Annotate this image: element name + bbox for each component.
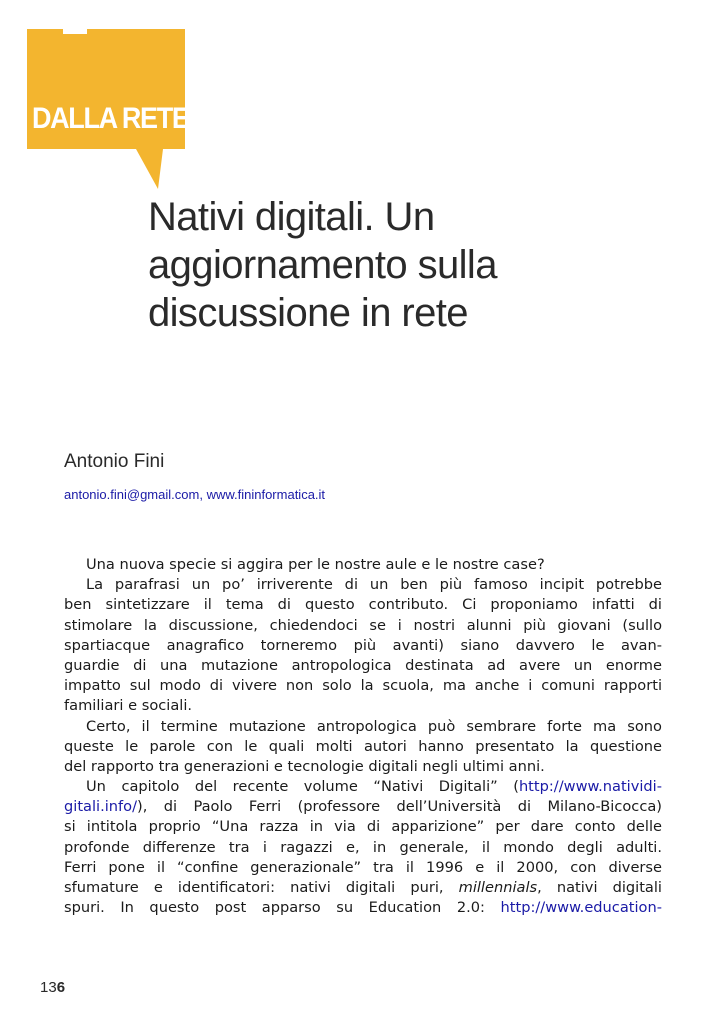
body-line <box>64 898 662 918</box>
article-title <box>148 193 668 337</box>
body-line: guardie di una mutazione antropologica destinata ad avere un enorme <box>64 656 662 674</box>
section-badge <box>27 29 189 189</box>
body-line: Ferri pone il “confine generazionale” tra il 1996 e il 2000, con diverse <box>64 858 662 876</box>
author-name: Antonio Fini <box>64 451 165 472</box>
title-line: aggiornamento sulla <box>148 243 497 287</box>
title-line: Nativi digitali. Un <box>148 195 435 239</box>
page-number <box>40 979 65 996</box>
body-line: Certo, il termine mutazione antropologica può sembrare forte ma sono <box>86 717 662 735</box>
author-website-link[interactable]: www.fininformatica.it <box>206 487 326 502</box>
author-contacts <box>64 487 325 502</box>
education-link[interactable]: http://www.education- <box>500 899 662 917</box>
contacts-separator: , <box>199 487 207 502</box>
body-line <box>64 797 662 817</box>
article-body <box>64 555 662 918</box>
page-number-prefix: 13 <box>40 979 57 996</box>
body-line: Una nuova specie si aggira per le nostre aule e le nostre case? <box>86 556 545 573</box>
body-line: profonde differenze tra i ragazzi e, in generale, il mondo degli adulti. <box>64 838 662 856</box>
emphasis-text: millennials <box>458 879 538 896</box>
body-text-segment: spuri. In questo post apparso su Education 2.0: <box>64 899 501 917</box>
body-line: queste le parole con le quali molti autori hanno presentato la questione <box>64 737 662 755</box>
author-email-link[interactable]: antonio.fini@gmail.com <box>64 487 200 502</box>
body-line: familiari e sociali. <box>64 697 193 715</box>
body-line <box>64 878 662 898</box>
body-line: impatto sul modo di vivere non solo la scuola, ma anche i comuni rapporti <box>64 677 662 695</box>
body-text-segment: Un capitolo del recente volume “Nativi Digitali” ( <box>86 778 519 796</box>
body-line: si intitola proprio “Una razza in via di apparizione” per dare conto delle <box>64 818 662 836</box>
body-line: La parafrasi un po’ irriverente di un ben più famoso incipit potrebbe <box>86 576 662 594</box>
body-line <box>64 777 662 797</box>
nativi-digitali-link[interactable]: http://www.natividi- <box>518 778 662 796</box>
body-text-segment: ), di Paolo Ferri (professore dell’Università di Milano-Bicocca) <box>137 798 662 816</box>
title-line: discussione in rete <box>148 291 468 335</box>
body-text-segment: , nativi digitali <box>537 879 662 896</box>
body-line: stimolare la discussione, chiedendoci se i nostri alunni più giovani (sullo <box>64 616 662 634</box>
body-line: spartiacque anagrafico torneremo più avanti) siano davvero le avan- <box>64 636 662 654</box>
body-text-segment: sfumature e identificatori: nativi digitali puri, <box>64 879 459 896</box>
body-line: del rapporto tra generazioni e tecnologie digitali negli ultimi anni. <box>64 757 545 775</box>
body-line: ben sintetizzare il tema di questo contributo. Ci proponiamo infatti di <box>64 596 662 614</box>
nativi-digitali-link[interactable]: gitali.info/ <box>64 798 138 816</box>
page-number-suffix: 6 <box>56 979 66 996</box>
section-badge-label: DALLA RETE <box>32 102 189 135</box>
